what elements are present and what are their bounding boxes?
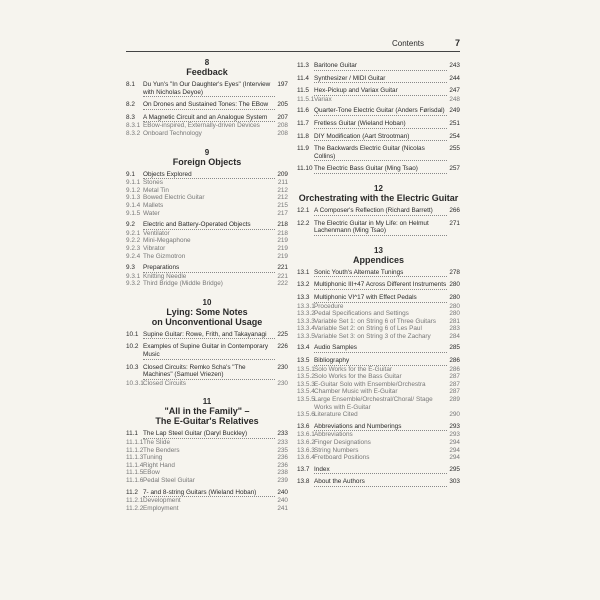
toc-entry[interactable] (297, 423, 460, 432)
entry-title: Fretboard Positions (314, 454, 370, 462)
entry-number: 11.1.2 (126, 446, 144, 454)
toc-entry[interactable] (297, 165, 460, 174)
entry-page: 241 (277, 504, 288, 512)
entry-title: A Magnetic Circuit and an Analogue System (143, 114, 275, 123)
entry-title: Finger Designations (314, 439, 371, 446)
entry-number: 13.5 (297, 357, 310, 365)
entry-page: 249 (449, 107, 460, 115)
entry-page: 293 (449, 431, 460, 439)
entry-title: Fretless Guitar (Wieland Hoban) (314, 120, 447, 129)
toc-subentry[interactable] (297, 388, 460, 396)
entry-page: 218 (277, 229, 288, 237)
entry-page: 218 (277, 221, 288, 229)
chapter-title: The E-Guitar's Relatives (155, 416, 259, 427)
entry-title: Employment (143, 504, 179, 512)
chapter-title: "All in the Family" – (164, 406, 250, 417)
entry-number: 13.5.2 (297, 373, 315, 381)
toc-column-right (297, 58, 460, 487)
toc-subentry[interactable] (126, 273, 288, 281)
entry-number: 10.3.1 (126, 379, 144, 387)
toc-entry[interactable] (126, 343, 288, 359)
entry-page: 278 (449, 268, 460, 276)
entry-number: 13.6.1 (297, 431, 315, 439)
chapter-heading (126, 148, 288, 167)
entry-number: 9.1.4 (126, 201, 141, 209)
entry-title: Large Ensemble/Orchestral/Choral/ Stage Works with E-Guitar (314, 396, 433, 411)
entry-page: 254 (449, 132, 460, 140)
entry-number: 9.1.3 (126, 194, 141, 202)
toc-entry[interactable] (297, 281, 460, 290)
entry-title: The Slide (143, 439, 170, 447)
entry-number: 13.5.1 (297, 365, 315, 373)
entry-title: Pedal Specifications and Settings (314, 310, 409, 318)
entry-page: 236 (277, 461, 288, 469)
entry-number: 13.8 (297, 478, 310, 486)
entry-number: 11.1 (126, 430, 138, 438)
toc-subentry[interactable] (126, 454, 288, 462)
entry-title: Metal Tin (143, 186, 169, 194)
entry-title: Mallets (143, 201, 164, 209)
entry-title: About the Authors (314, 478, 447, 487)
toc-entry[interactable] (126, 81, 288, 97)
entry-number: 11.2.2 (126, 504, 144, 512)
entry-number: 9.1.2 (126, 186, 141, 194)
entry-title: E-Guitar Solo with Ensemble/Orchestra (314, 380, 426, 388)
entry-number: 13.5.4 (297, 388, 315, 396)
entry-page: 221 (277, 264, 288, 272)
entry-page: 286 (449, 365, 460, 373)
toc-subentry[interactable] (297, 303, 460, 311)
entry-page: 215 (277, 201, 288, 209)
chapter-title: Lying: Some Notes (166, 306, 248, 317)
toc-subentry[interactable] (126, 462, 288, 470)
entry-number: 11.2 (126, 488, 138, 496)
toc-subentry[interactable] (126, 210, 288, 218)
entry-number: 11.9 (297, 145, 309, 153)
toc-subentry[interactable] (297, 333, 460, 341)
chapter-heading (126, 298, 288, 327)
toc-subentry[interactable] (126, 122, 288, 130)
entry-page: 230 (277, 379, 288, 387)
entry-title: The Electric Guitar in My Life: on Helmut Lachenmann (Ming Tsao) (314, 220, 447, 236)
entry-page: 287 (449, 388, 460, 396)
toc-entry[interactable] (297, 269, 460, 278)
entry-page: 221 (277, 272, 288, 280)
entry-page: 208 (277, 122, 288, 130)
entry-title: Hex-Pickup and Variax Guitar (314, 87, 447, 96)
entry-title: Synthesizer / MIDI Guitar (314, 75, 447, 84)
entry-title: Closed Circuits: Remko Scha's "The Machines" (Samuel Vriezen) (143, 364, 275, 380)
entry-page: 255 (449, 145, 460, 153)
entry-number: 8.3.1 (126, 122, 141, 130)
chapter-title: Feedback (186, 67, 228, 77)
toc-subentry[interactable] (297, 373, 460, 381)
entry-number: 13.2 (297, 281, 310, 289)
entry-page: 217 (277, 209, 288, 217)
entry-title: EBow (143, 469, 160, 477)
entry-page: 212 (277, 194, 288, 202)
entry-page: 294 (449, 446, 460, 454)
toc-subentry[interactable] (126, 447, 288, 455)
entry-title: Mini-Megaphone (143, 237, 191, 245)
entry-page: 211 (277, 179, 288, 187)
toc-subentry[interactable] (126, 477, 288, 485)
entry-title: Variable Set 2: on String 6 of Les Paul (314, 325, 422, 333)
entry-number: 12.2 (297, 219, 310, 227)
entry-title: Right Hand (143, 461, 175, 469)
entry-page: 219 (277, 244, 288, 252)
entry-number: 11.8 (297, 132, 309, 140)
entry-title: Preparations (143, 264, 275, 273)
entry-title: EBow-inspired, Externally-driven Devices (143, 122, 260, 130)
entry-number: 8.2 (126, 101, 135, 109)
entry-page: 236 (277, 454, 288, 462)
entry-title: 7- and 8-string Guitars (Wieland Hoban) (143, 489, 275, 498)
toc-subentry[interactable] (126, 380, 288, 388)
chapter-number: 12 (374, 183, 383, 193)
entry-title: Supine Guitar: Rowe, Frith, and Takayanagi (143, 331, 275, 340)
chapter-heading (126, 58, 288, 77)
toc-subentry[interactable] (126, 230, 288, 238)
entry-page: 240 (277, 497, 288, 505)
entry-title: The Benders (143, 446, 180, 454)
entry-page: 294 (449, 439, 460, 446)
entry-title: String Numbers (314, 446, 359, 454)
entry-number: 13.4 (297, 344, 310, 352)
entry-title: Examples of Supine Guitar in Contemporary Music (143, 343, 275, 359)
entry-page: 226 (277, 343, 288, 351)
toc-entry[interactable] (126, 489, 288, 498)
toc-subentry[interactable] (297, 310, 460, 318)
entry-page: 233 (277, 430, 288, 438)
entry-page: 280 (449, 302, 460, 310)
entry-title: Pedal Steel Guitar (143, 477, 195, 484)
entry-title: Du Yun's "In Our Daughter's Eyes" (Interview with Nicholas Deyoe) (143, 81, 275, 97)
toc-entry[interactable] (297, 75, 460, 84)
toc-subentry[interactable] (126, 253, 288, 261)
toc-subentry[interactable] (126, 194, 288, 202)
toc-entry[interactable] (126, 171, 288, 180)
entry-page: 294 (449, 454, 460, 462)
entry-title: Bowed Electric Guitar (143, 194, 205, 202)
entry-title: Index (314, 466, 447, 475)
entry-number: 10.2 (126, 343, 139, 351)
toc-entry[interactable] (297, 357, 460, 366)
entry-title: The Backwards Electric Guitar (Nicolas Collins) (314, 145, 447, 161)
toc-subentry[interactable] (126, 497, 288, 505)
entry-number: 13.1 (297, 268, 310, 276)
entry-page: 280 (449, 293, 460, 301)
entry-title: Procedure (314, 302, 344, 310)
entry-number: 11.10 (297, 165, 313, 173)
entry-number: 9.2.1 (126, 229, 141, 237)
toc-subentry[interactable] (297, 447, 460, 455)
chapter-number: 13 (374, 245, 383, 255)
entry-page: 289 (449, 396, 460, 404)
entry-page: 266 (449, 206, 460, 214)
toc-subentry[interactable] (297, 381, 460, 389)
chapter-number: 10 (202, 297, 212, 307)
entry-number: 13.7 (297, 465, 310, 473)
entry-page: 303 (449, 478, 460, 486)
entry-page: 287 (449, 380, 460, 388)
entry-number: 9.3.1 (126, 272, 141, 280)
toc-entry[interactable] (297, 145, 460, 161)
entry-title: Electric and Battery-Operated Objects (143, 221, 275, 230)
entry-page: 197 (277, 81, 288, 88)
toc-entry[interactable] (297, 87, 460, 96)
entry-page: 284 (449, 332, 460, 340)
entry-number: 13.3.1 (297, 302, 315, 310)
entry-page: 287 (449, 373, 460, 381)
entry-title: Tuning (143, 454, 163, 462)
entry-page: 280 (449, 310, 460, 318)
entry-page: 243 (449, 62, 460, 69)
entry-number: 11.6 (297, 107, 309, 115)
entry-page: 247 (449, 87, 460, 95)
toc-entry[interactable] (297, 478, 460, 487)
toc-subentry[interactable] (126, 245, 288, 253)
entry-number: 13.3.5 (297, 332, 315, 340)
entry-title: Solo Works for the Bass Guitar (314, 373, 402, 381)
entry-title: Ventilator (143, 229, 170, 237)
entry-number: 9.2.2 (126, 237, 141, 245)
entry-title: Literature Cited (314, 411, 358, 419)
entry-number: 13.6.4 (297, 454, 315, 462)
entry-number: 11.1.4 (126, 461, 144, 469)
entry-title: Baritone Guitar (314, 62, 447, 71)
entry-number: 12.1 (297, 206, 310, 214)
toc-subentry[interactable] (126, 130, 288, 138)
toc-entry[interactable] (297, 133, 460, 142)
entry-number: 8.3 (126, 113, 135, 121)
entry-page: 225 (277, 330, 288, 338)
entry-title: The Gizmotron (143, 252, 186, 260)
entry-number: 11.3 (297, 62, 309, 69)
toc-entry[interactable] (297, 466, 460, 475)
entry-title: Abbreviations and Numberings (314, 423, 447, 432)
chapter-number: 9 (204, 147, 210, 157)
entry-page: 290 (449, 411, 460, 419)
entry-title: Knitting Needle (143, 272, 187, 280)
entry-title: Bibliography (314, 357, 447, 366)
toc-subentry[interactable] (297, 96, 460, 104)
entry-page: 251 (449, 119, 460, 127)
entry-title: Development (143, 497, 181, 505)
entry-title: The Lap Steel Guitar (Daryl Buckley) (143, 430, 275, 439)
entry-title: Quarter-Tone Electric Guitar (Anders Førisdal) (314, 107, 447, 116)
entry-number: 9.1.1 (126, 179, 141, 187)
toc-entry[interactable] (126, 331, 288, 340)
entry-title: Closed Circuits (143, 379, 186, 387)
entry-number: 10.3 (126, 363, 139, 371)
entry-page: 212 (277, 186, 288, 194)
toc-subentry[interactable] (297, 439, 460, 447)
entry-page: 257 (449, 165, 460, 173)
entry-number: 11.1.1 (126, 439, 144, 447)
entry-number: 8.3.2 (126, 129, 141, 137)
entry-number: 13.5.6 (297, 411, 315, 419)
entry-page: 295 (449, 465, 460, 473)
entry-number: 9.2 (126, 221, 135, 229)
entry-page: 293 (449, 422, 460, 430)
toc-subentry[interactable] (126, 280, 288, 288)
toc-entry[interactable] (297, 107, 460, 116)
toc-subentry[interactable] (297, 325, 460, 333)
toc-subentry[interactable] (297, 396, 460, 411)
toc-entry[interactable] (297, 220, 460, 236)
chapter-number: 8 (204, 58, 210, 67)
entry-number: 9.2.3 (126, 244, 141, 252)
entry-page: 240 (277, 488, 288, 496)
entry-title: Variable Set 3: on String 3 of the Zachary (314, 332, 431, 340)
entry-page: 285 (449, 344, 460, 352)
entry-number: 9.3 (126, 264, 135, 272)
toc-entry[interactable] (126, 264, 288, 273)
entry-title: Vibrator (143, 244, 166, 252)
entry-number: 11.1.3 (126, 454, 144, 462)
chapter-title: Orchestrating with the Electric Guitar (298, 192, 459, 203)
entry-page: 239 (277, 477, 288, 484)
entry-number: 11.5.1 (297, 95, 315, 103)
toc-subentry[interactable] (126, 469, 288, 477)
entry-page: 271 (449, 219, 460, 227)
entry-title: Onboard Technology (143, 129, 202, 137)
toc-entry[interactable] (297, 120, 460, 129)
toc-entry[interactable] (297, 207, 460, 216)
toc-subentry[interactable] (297, 366, 460, 374)
entry-number: 9.1 (126, 170, 135, 178)
entry-number: 13.3.3 (297, 317, 315, 325)
entry-number: 13.6.2 (297, 439, 315, 446)
entry-title: Abbreviations (314, 431, 353, 439)
toc-entry[interactable] (126, 430, 288, 439)
entry-title: Objects Explored (143, 171, 275, 180)
chapter-heading (126, 397, 288, 426)
entry-title: Third Bridge (Middle Bridge) (143, 280, 223, 288)
entry-page: 280 (449, 281, 460, 289)
entry-title: Stones (143, 179, 163, 187)
toc-subentry[interactable] (297, 318, 460, 326)
entry-page: 205 (277, 101, 288, 109)
toc-entry[interactable] (297, 294, 460, 303)
chapter-title: Appendices (352, 254, 404, 265)
toc-subentry[interactable] (297, 454, 460, 462)
entry-number: 10.1 (126, 330, 139, 338)
entry-page: 283 (449, 325, 460, 333)
chapter-heading (297, 246, 460, 265)
toc-subentry[interactable] (126, 237, 288, 245)
entry-page: 286 (449, 357, 460, 365)
entry-page: 233 (277, 439, 288, 447)
entry-page: 244 (449, 74, 460, 82)
entry-title: Variax (314, 95, 332, 103)
entry-number: 11.1.6 (126, 477, 144, 484)
entry-number: 11.7 (297, 119, 309, 127)
header-title: Contents (391, 39, 424, 48)
entry-number: 8.1 (126, 81, 135, 88)
entry-title: Solo Works for the E-Guitar (314, 365, 393, 373)
entry-page: 209 (277, 170, 288, 178)
entry-title: Sonic Youth's Alternate Tunings (314, 269, 447, 278)
entry-title: On Drones and Sustained Tones: The EBow (143, 101, 275, 110)
entry-title: Audio Samples (314, 344, 447, 353)
entry-number: 13.3 (297, 293, 310, 301)
entry-number: 13.6 (297, 422, 310, 430)
entry-number: 11.5 (297, 87, 309, 95)
toc-entry[interactable] (126, 364, 288, 380)
toc-entry[interactable] (297, 62, 460, 71)
toc-subentry[interactable] (126, 439, 288, 447)
entry-title: Water (143, 209, 160, 217)
entry-number: 13.3.4 (297, 325, 315, 333)
toc-entry[interactable] (126, 221, 288, 230)
entry-page: 238 (277, 469, 288, 477)
entry-number: 9.1.5 (126, 209, 141, 217)
entry-page: 281 (449, 317, 460, 325)
entry-title: Variable Set 1: on String 6 of Three Guitars (314, 317, 436, 325)
entry-page: 230 (277, 363, 288, 371)
entry-page: 222 (277, 280, 288, 288)
entry-number: 13.5.5 (297, 396, 315, 404)
entry-number: 11.4 (297, 74, 309, 82)
entry-title: The Electric Bass Guitar (Ming Tsao) (314, 165, 447, 174)
toc-entry[interactable] (297, 344, 460, 353)
toc-subentry[interactable] (126, 505, 288, 513)
entry-page: 219 (277, 252, 288, 260)
entry-page: 207 (277, 113, 288, 121)
entry-number: 13.3.2 (297, 310, 315, 318)
entry-number: 11.1.5 (126, 469, 144, 477)
toc-subentry[interactable] (126, 187, 288, 195)
entry-title: DIY Modification (Aart Strootman) (314, 133, 447, 142)
entry-page: 208 (277, 129, 288, 137)
entry-page: 235 (277, 446, 288, 454)
toc-subentry[interactable] (126, 179, 288, 187)
chapter-heading (297, 184, 460, 203)
chapter-title: on Unconventional Usage (151, 316, 263, 327)
entry-title: Multiphonic VI^17 with Effect Pedals (314, 294, 447, 303)
entry-title: Multiphonic III+47 Across Different Instruments (314, 281, 447, 289)
toc-subentry[interactable] (297, 431, 460, 439)
entry-title: A Composer's Reflection (Richard Barrett) (314, 207, 447, 216)
entry-number: 13.6.3 (297, 446, 315, 454)
entry-title: Chamber Music with E-Guitar (314, 388, 398, 396)
toc-entry[interactable] (126, 114, 288, 123)
toc-column-left (126, 58, 288, 512)
toc-subentry[interactable] (126, 202, 288, 210)
page-number: 7 (454, 38, 460, 48)
entry-number: 11.2.1 (126, 497, 144, 505)
toc-entry[interactable] (126, 101, 288, 110)
page-header (126, 39, 460, 52)
entry-number: 13.5.3 (297, 380, 315, 388)
entry-number: 9.2.4 (126, 252, 141, 260)
chapter-number: 11 (202, 397, 212, 407)
toc-subentry[interactable] (297, 411, 460, 419)
entry-page: 219 (277, 237, 288, 245)
entry-number: 9.3.2 (126, 280, 141, 288)
entry-page: 248 (449, 95, 460, 103)
chapter-title: Foreign Objects (172, 156, 242, 167)
